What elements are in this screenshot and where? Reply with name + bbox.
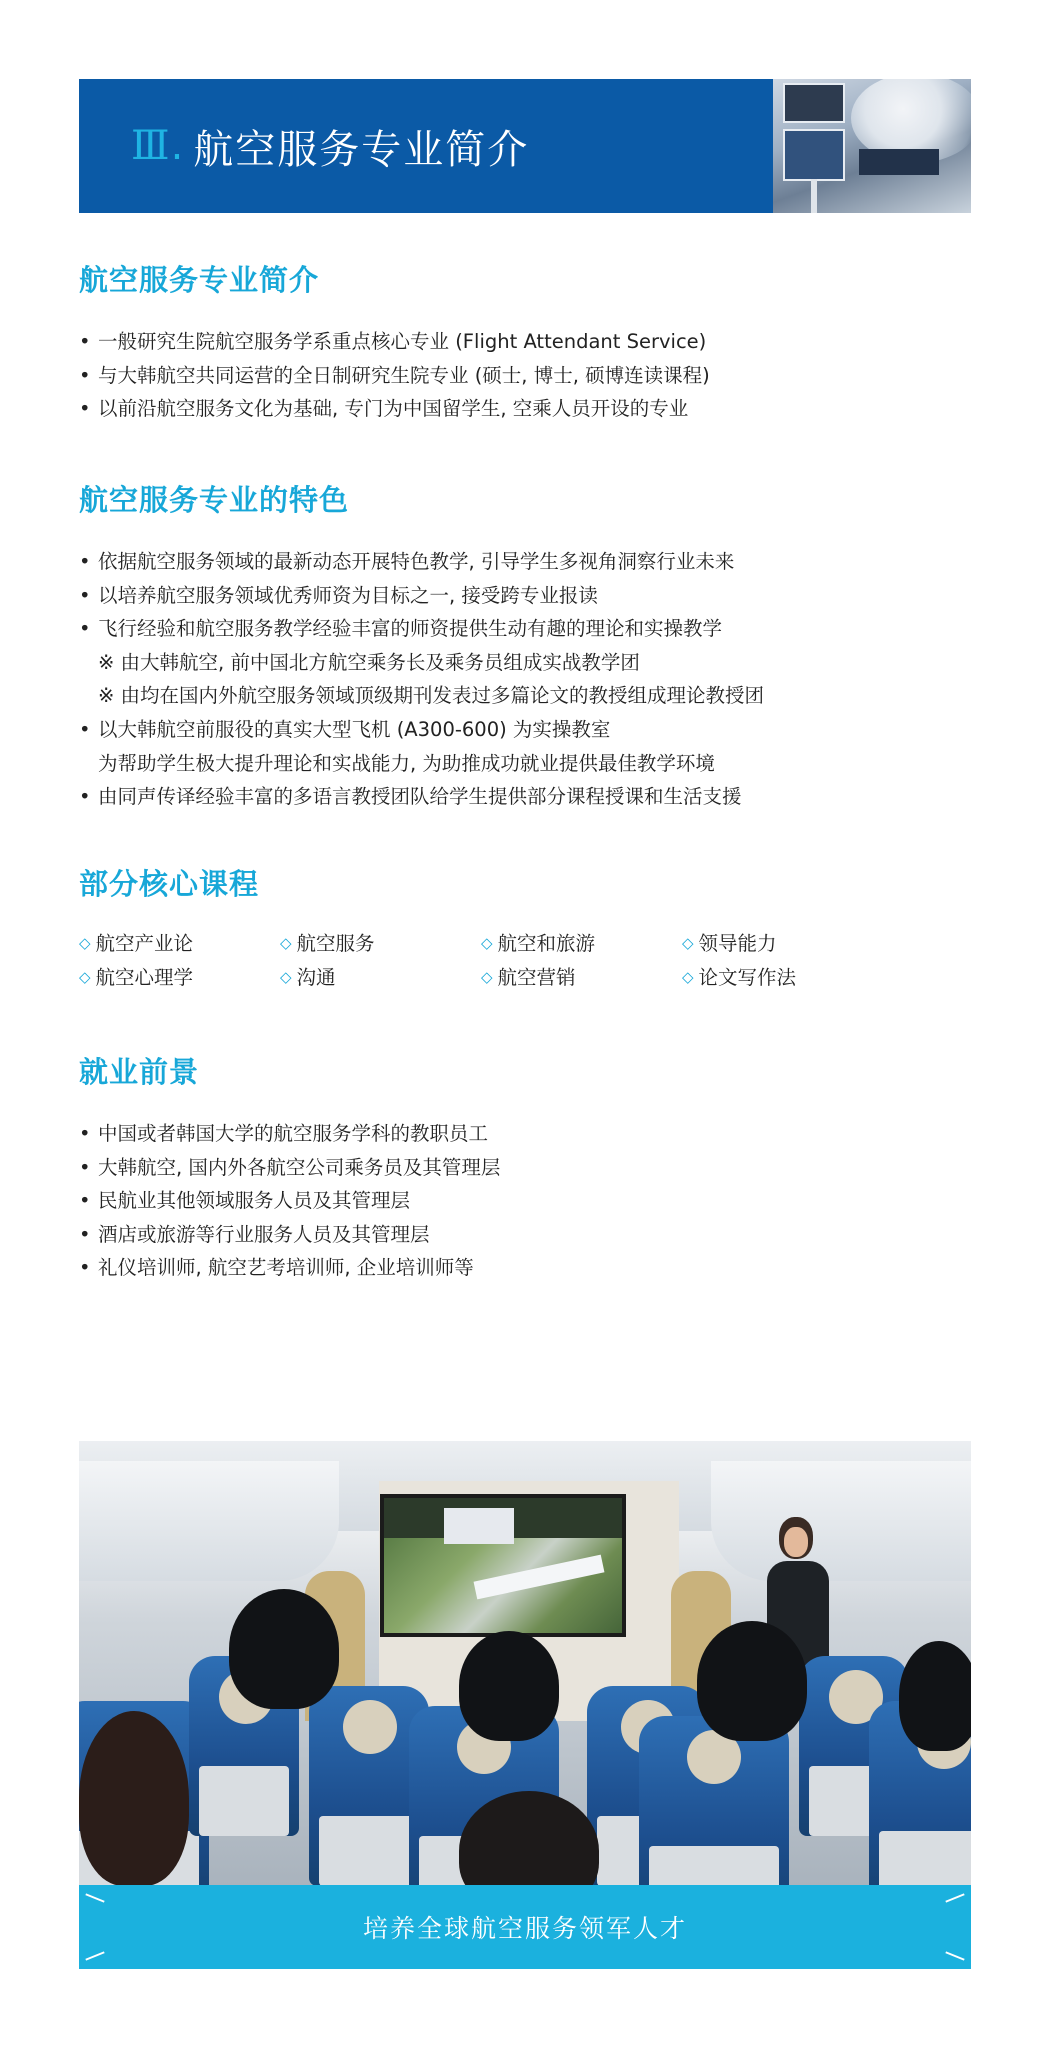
career-section xyxy=(79,1050,971,1285)
section-number-dot: . xyxy=(170,123,184,169)
list-item: • 以培养航空服务领域优秀师资为目标之一, 接受跨专业报读 xyxy=(79,579,971,613)
course-item: ◇ 航空和旅游 xyxy=(481,927,682,961)
diamond-icon: ◇ xyxy=(682,934,694,952)
list-item-note: ※ 由均在国内外航空服务领域顶级期刊发表过多篇论文的教授组成理论教授团 xyxy=(98,684,765,708)
list-item: • 中国或者韩国大学的航空服务学科的教职员工 xyxy=(79,1117,971,1151)
course-item: ◇ 航空营销 xyxy=(481,961,682,995)
banner-title: 航空服务专业简介 xyxy=(193,126,530,173)
course-item: ◇ 航空服务 xyxy=(280,927,481,961)
diamond-icon: ◇ xyxy=(280,934,292,952)
list-item: • 依据航空服务领域的最新动态开展特色教学, 引导学生多视角洞察行业未来 xyxy=(79,545,971,579)
features-heading: 航空服务专业的特色 xyxy=(79,483,350,517)
list-item: • 一般研究生院航空服务学系重点核心专业 (Flight Attendant Service) xyxy=(79,325,971,359)
section-number: Ⅲ xyxy=(131,123,171,169)
diamond-icon: ◇ xyxy=(481,934,493,952)
career-list xyxy=(79,1117,971,1285)
diamond-icon: ◇ xyxy=(79,967,91,986)
list-item: • 以大韩航空前服役的真实大型飞机 (A300-600) 为实操教室 xyxy=(79,713,971,747)
course-item: ◇ 领导能力 xyxy=(682,927,883,961)
list-item-continuation: 为帮助学生极大提升理论和实战能力, 为助推成功就业提供最佳教学环境 xyxy=(98,751,715,775)
course-item: ◇ 论文写作法 xyxy=(682,961,883,995)
caption-text: 培养全球航空服务领军人才 xyxy=(362,1914,687,1943)
list-item: • 与大韩航空共同运营的全日制研究生院专业 (硕士, 博士, 硕博连读课程) xyxy=(79,359,971,393)
campus-sign-photo xyxy=(773,79,971,213)
course-item: ◇ 航空产业论 xyxy=(79,927,280,961)
diamond-icon: ◇ xyxy=(280,967,292,986)
list-item: • 大韩航空, 国内外各航空公司乘务员及其管理层 xyxy=(79,1151,971,1185)
section-banner xyxy=(79,79,971,213)
courses-grid xyxy=(79,927,971,994)
display-screen xyxy=(380,1494,626,1637)
cabin-classroom-photo xyxy=(79,1441,971,1886)
list-item: • 民航业其他领域服务人员及其管理层 xyxy=(79,1184,971,1218)
diamond-icon: ◇ xyxy=(682,967,694,986)
list-item: • 以前沿航空服务文化为基础, 专门为中国留学生, 空乘人员开设的专业 xyxy=(79,392,971,426)
diamond-icon: ◇ xyxy=(481,967,493,986)
list-item: • 飞行经验和航空服务教学经验丰富的师资提供生动有趣的理论和实操教学 xyxy=(79,612,971,646)
caption-bar xyxy=(79,1885,971,1969)
career-heading: 就业前景 xyxy=(79,1055,200,1089)
course-item: ◇ 航空心理学 xyxy=(79,961,280,995)
list-item: • 由同声传译经验丰富的多语言教授团队给学生提供部分课程授课和生活支援 xyxy=(79,780,971,814)
courses-heading: 部分核心课程 xyxy=(79,867,260,901)
courses-section xyxy=(79,862,971,994)
intro-heading: 航空服务专业简介 xyxy=(79,263,320,297)
list-item-note: ※ 由大韩航空, 前中国北方航空乘务长及乘务员组成实战教学团 xyxy=(98,650,640,674)
list-item: • 礼仪培训师, 航空艺考培训师, 企业培训师等 xyxy=(79,1251,971,1285)
features-section xyxy=(79,478,971,814)
intro-section xyxy=(79,258,971,426)
course-item: ◇ 沟通 xyxy=(280,961,481,995)
list-item: • 酒店或旅游等行业服务人员及其管理层 xyxy=(79,1218,971,1252)
intro-list xyxy=(79,325,971,426)
features-list xyxy=(79,545,971,814)
diamond-icon: ◇ xyxy=(79,934,91,952)
